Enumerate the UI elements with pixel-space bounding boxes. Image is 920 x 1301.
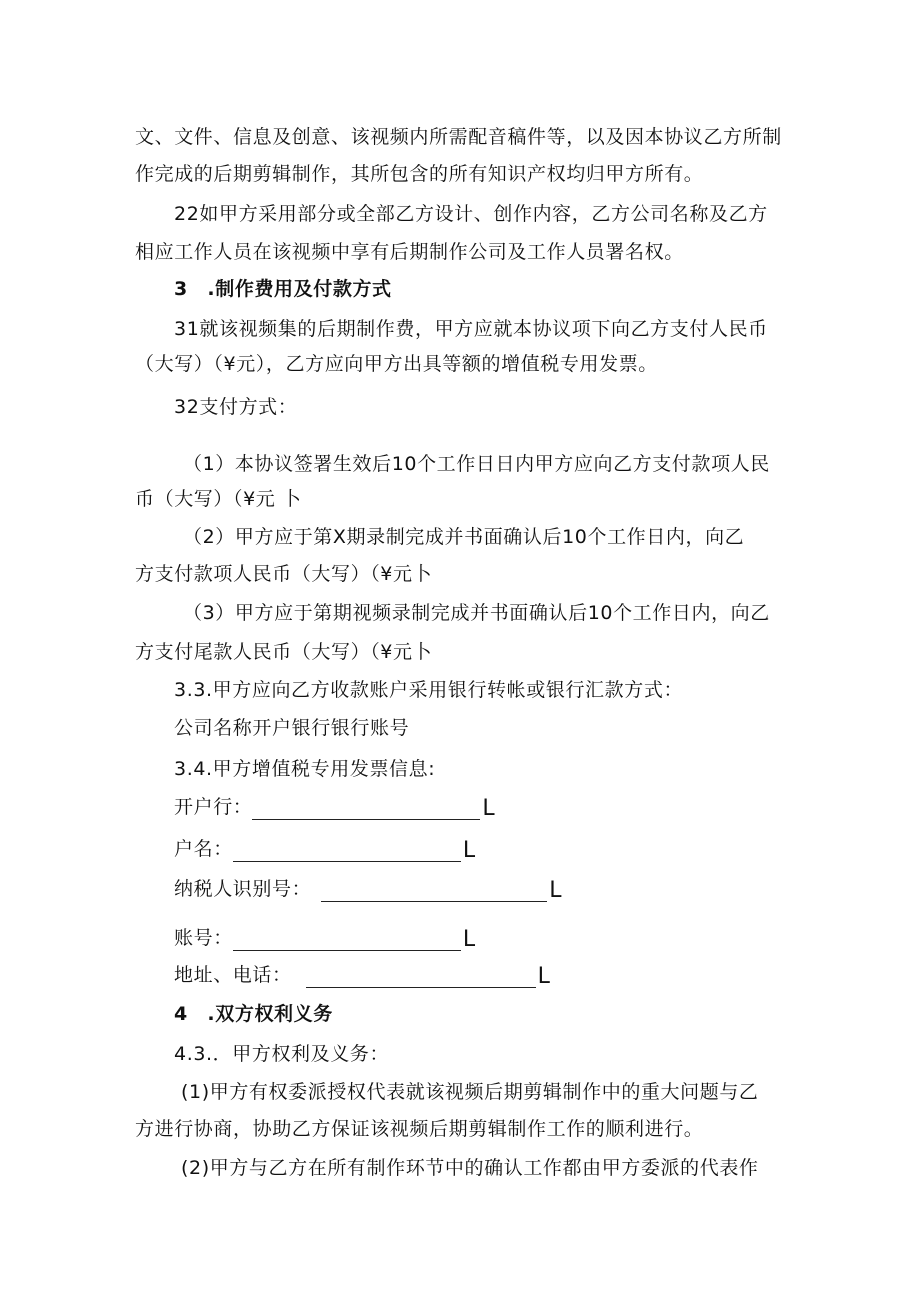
address-phone-field-label: 地址、电话： <box>174 964 292 986</box>
field-end-mark: L <box>482 796 496 821</box>
account-number-field-blank[interactable] <box>233 932 461 951</box>
taxid-field-label: 纳税人识别号： <box>174 878 312 900</box>
taxid-field <box>174 876 562 902</box>
field-end-mark: L <box>537 964 551 989</box>
payment-item-1: （1）本协议签署生效后10个工作日日内甲方应向乙方支付款项人民 <box>183 453 770 475</box>
paragraph-line: 文、文件、信息及创意、该视频内所需配音稿件等，以及因本协议乙方所制 <box>135 126 782 148</box>
section-4-heading: 4 .双方权利义务 <box>174 1003 333 1025</box>
obligation-item-1: (1)甲方有权委派授权代表就该视频后期剪辑制作中的重大问题与乙 <box>181 1081 759 1103</box>
bank-info-line: 公司名称开户银行银行账号 <box>174 717 410 739</box>
clause-4-3: 4.3.．甲方权利及义务： <box>174 1043 390 1065</box>
taxid-field-blank[interactable] <box>321 883 547 902</box>
paragraph-line: 方支付尾款人民币（大写）（¥元卜 <box>135 641 433 663</box>
section-3-heading: 3 .制作费用及付款方式 <box>174 278 392 300</box>
address-phone-field-blank[interactable] <box>306 969 536 988</box>
paragraph-line: 方进行协商，协助乙方保证该视频后期剪辑制作工作的顺利进行。 <box>135 1118 704 1140</box>
field-end-mark: L <box>462 927 476 952</box>
bank-field-blank[interactable] <box>252 801 480 820</box>
clause-2-2: 22如甲方采用部分或全部乙方设计、创作内容，乙方公司名称及乙方 <box>174 203 768 225</box>
account-number-field-label: 账号： <box>174 927 233 949</box>
paragraph-line: 币（大写）（¥元 卜 <box>135 488 302 510</box>
account-name-field-blank[interactable] <box>233 843 461 862</box>
paragraph-line: （大写）（¥元），乙方应向甲方出具等额的增值税专用发票。 <box>135 353 658 375</box>
paragraph-line: 相应工作人员在该视频中享有后期制作公司及工作人员署名权。 <box>135 241 684 263</box>
obligation-item-2: (2)甲方与乙方在所有制作环节中的确认工作都由甲方委派的代表作 <box>181 1157 759 1179</box>
payment-item-3: （3）甲方应于第期视频录制完成并书面确认后10个工作日内，向乙 <box>183 602 770 624</box>
field-end-mark: L <box>549 878 563 903</box>
payment-item-2: （2）甲方应于第X期录制完成并书面确认后10个工作日内，向乙 <box>183 526 745 548</box>
account-number-field <box>174 925 476 951</box>
address-phone-field <box>174 962 550 988</box>
clause-3-2: 32支付方式： <box>174 396 298 418</box>
paragraph-line: 作完成的后期剪辑制作，其所包含的所有知识产权均归甲方所有。 <box>135 163 704 185</box>
account-name-field <box>174 836 476 862</box>
field-end-mark: L <box>462 838 476 863</box>
bank-field-label: 开户行： <box>174 796 253 818</box>
bank-field <box>174 794 495 820</box>
clause-3-3: 3.3.甲方应向乙方收款账户采用银行转帐或银行汇款方式： <box>174 679 684 701</box>
paragraph-line: 方支付款项人民币（大写）（¥元卜 <box>135 563 433 585</box>
account-name-field-label: 户名： <box>174 838 233 860</box>
clause-3-1: 31就该视频集的后期制作费，甲方应就本协议项下向乙方支付人民币 <box>174 318 768 340</box>
clause-3-4: 3.4.甲方增值税专用发票信息: <box>174 758 436 780</box>
